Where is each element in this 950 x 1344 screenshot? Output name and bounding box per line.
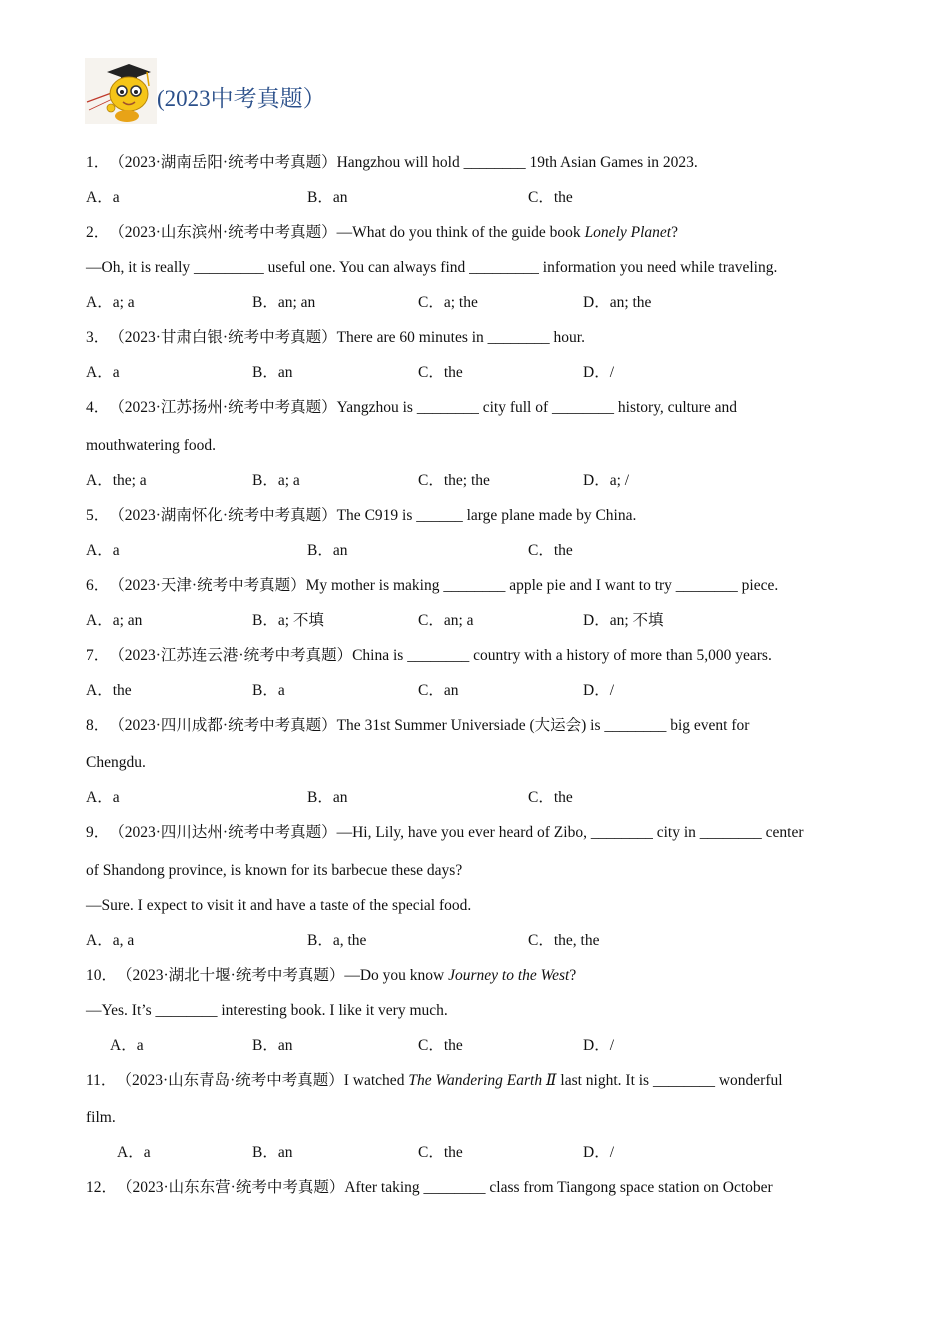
option-d[interactable]: D．an; the bbox=[583, 294, 652, 311]
option-a[interactable]: A．a bbox=[86, 189, 120, 206]
option-c[interactable]: C．the bbox=[418, 1036, 463, 1054]
question-stem bbox=[86, 958, 876, 993]
question-number: 5． bbox=[86, 506, 110, 524]
option-a[interactable]: A．the bbox=[86, 681, 132, 699]
question-text: After taking ________ class from Tiangong space station on October bbox=[344, 1179, 773, 1196]
question-4 bbox=[86, 390, 876, 498]
question-5 bbox=[86, 498, 876, 568]
option-d[interactable]: D．/ bbox=[583, 364, 615, 381]
option-c[interactable]: C．the bbox=[418, 364, 463, 381]
question-text-line-2: Chengdu. bbox=[86, 754, 146, 771]
question-stem bbox=[86, 708, 876, 746]
question-text-line-2: —Yes. It’s ________ interesting book. I like it very much. bbox=[86, 1001, 448, 1019]
option-c[interactable]: C．an bbox=[418, 681, 459, 699]
option-b[interactable]: B．an bbox=[307, 541, 348, 559]
option-row bbox=[86, 180, 876, 215]
option-b[interactable]: B．a; 不填 bbox=[252, 611, 324, 629]
option-row bbox=[86, 463, 876, 498]
option-a[interactable]: A．the; a bbox=[86, 471, 147, 489]
question-number: 6． bbox=[86, 576, 110, 594]
option-a[interactable]: A．a, a bbox=[86, 931, 135, 949]
question-number: 7． bbox=[86, 646, 110, 664]
option-a[interactable]: A．a bbox=[110, 1036, 144, 1054]
option-row bbox=[117, 1135, 876, 1170]
option-c[interactable]: C．the, the bbox=[528, 931, 600, 949]
question-text-line-2: mouthwatering food. bbox=[86, 436, 217, 454]
question-6 bbox=[86, 568, 876, 638]
option-a[interactable]: A．a; a bbox=[86, 294, 135, 311]
question-text-end: last night. It is ________ wonderful bbox=[556, 1071, 783, 1089]
question-text: There are 60 minutes in ________ hour. bbox=[336, 329, 585, 346]
question-source: （2023·山东青岛·统考中考真题） bbox=[116, 1071, 344, 1089]
option-b[interactable]: B．an bbox=[252, 364, 293, 381]
question-number: 9． bbox=[86, 824, 110, 841]
option-c[interactable]: C．an; a bbox=[418, 611, 474, 629]
question-source: （2023·四川成都·统考中考真题） bbox=[109, 716, 337, 734]
question-11 bbox=[86, 1063, 876, 1171]
option-b[interactable]: B．an bbox=[307, 789, 348, 806]
question-8 bbox=[86, 708, 876, 816]
question-9 bbox=[86, 815, 876, 958]
question-stem bbox=[86, 145, 876, 180]
question-text: Hangzhou will hold ________ 19th Asian Games in 2023. bbox=[336, 154, 698, 171]
book-title: Journey to the West bbox=[448, 966, 570, 984]
option-b[interactable]: B．a, the bbox=[307, 931, 367, 949]
option-row bbox=[86, 673, 876, 708]
film-title: The Wandering Earth Ⅱ bbox=[408, 1071, 557, 1089]
question-text: —Do you know bbox=[344, 966, 449, 984]
question-source: （2023·甘肃白银·统考中考真题） bbox=[109, 329, 337, 346]
question-12 bbox=[86, 1170, 876, 1205]
question-text: My mother is making ________ apple pie and I want to try ________ piece. bbox=[305, 576, 779, 594]
question-source: （2023·湖南怀化·统考中考真题） bbox=[109, 506, 337, 524]
option-c[interactable]: C．the bbox=[528, 541, 573, 559]
question-stem bbox=[86, 815, 876, 853]
question-source: （2023·江苏连云港·统考中考真题） bbox=[109, 646, 353, 664]
question-text-line-3: —Sure. I expect to visit it and have a taste of the special food. bbox=[86, 896, 472, 914]
question-text-end: ? bbox=[671, 224, 678, 241]
option-row bbox=[86, 355, 876, 390]
question-text: China is ________ country with a history of more than 5,000 years. bbox=[352, 646, 772, 664]
option-row bbox=[86, 533, 876, 568]
question-number: 2． bbox=[86, 224, 110, 241]
question-text: The C919 is ______ large plane made by China. bbox=[336, 506, 637, 524]
question-number: 10． bbox=[86, 966, 118, 984]
question-source: （2023·湖南岳阳·统考中考真题） bbox=[109, 154, 337, 171]
question-number: 4． bbox=[86, 399, 110, 416]
question-number: 8． bbox=[86, 716, 110, 734]
question-source: （2023·四川达州·统考中考真题） bbox=[109, 824, 337, 841]
question-stem bbox=[86, 1063, 876, 1101]
option-c[interactable]: C．the bbox=[528, 789, 573, 806]
option-b[interactable]: B．an bbox=[307, 189, 348, 206]
option-c[interactable]: C．the bbox=[528, 189, 573, 206]
option-b[interactable]: B．a; a bbox=[252, 471, 300, 489]
option-d[interactable]: D．/ bbox=[583, 681, 615, 699]
question-text: —What do you think of the guide book bbox=[336, 224, 585, 241]
option-a[interactable]: A．a bbox=[86, 789, 120, 806]
option-c[interactable]: C．the bbox=[418, 1144, 463, 1161]
question-stem bbox=[86, 215, 876, 250]
question-list bbox=[86, 145, 876, 1205]
question-text-line-2: film. bbox=[86, 1109, 116, 1126]
question-number: 12． bbox=[86, 1179, 118, 1196]
question-number: 1． bbox=[86, 154, 110, 171]
question-10 bbox=[86, 958, 876, 1063]
question-7 bbox=[86, 638, 876, 708]
question-stem bbox=[86, 568, 876, 603]
question-3 bbox=[86, 320, 876, 390]
option-c[interactable]: C．the; the bbox=[418, 471, 490, 489]
question-source: （2023·湖北十堰·统考中考真题） bbox=[117, 966, 345, 984]
option-d[interactable]: D．/ bbox=[583, 1036, 615, 1054]
question-source: （2023·天津·统考中考真题） bbox=[109, 576, 306, 594]
question-stem bbox=[86, 390, 876, 428]
question-text: The 31st Summer Universiade (大运会) is ________ big event for bbox=[336, 716, 750, 734]
page-title: (2023中考真题） bbox=[157, 86, 326, 111]
question-stem bbox=[86, 638, 876, 673]
question-stem bbox=[86, 1170, 876, 1205]
question-source: （2023·江苏扬州·统考中考真题） bbox=[109, 399, 337, 416]
question-stem bbox=[86, 498, 876, 533]
question-text-end: ? bbox=[569, 966, 577, 984]
option-row bbox=[110, 1028, 876, 1063]
scholar-mascot-icon bbox=[85, 58, 157, 124]
question-text-line-2: of Shandong province, is known for its barbecue these days? bbox=[86, 861, 463, 879]
option-d[interactable]: D．/ bbox=[583, 1144, 615, 1161]
option-b[interactable]: B．an bbox=[252, 1144, 293, 1161]
question-text: Yangzhou is ________ city full of ________ history, culture and bbox=[336, 399, 737, 416]
option-row bbox=[86, 603, 876, 638]
option-d[interactable]: D．a; / bbox=[583, 471, 630, 489]
option-b[interactable]: B．an; an bbox=[252, 294, 316, 311]
question-2 bbox=[86, 215, 876, 320]
option-a[interactable]: A．a bbox=[86, 364, 120, 381]
option-row bbox=[86, 780, 876, 815]
option-a[interactable]: A．a bbox=[117, 1144, 151, 1161]
option-row bbox=[86, 285, 876, 320]
book-title: Lonely Planet bbox=[584, 224, 672, 241]
option-c[interactable]: C．a; the bbox=[418, 294, 478, 311]
option-row bbox=[86, 923, 876, 958]
question-source: （2023·山东东营·统考中考真题） bbox=[117, 1179, 345, 1196]
question-stem bbox=[86, 320, 876, 355]
option-b[interactable]: B．a bbox=[252, 681, 285, 699]
option-b[interactable]: B．an bbox=[252, 1036, 293, 1054]
option-a[interactable]: A．a bbox=[86, 541, 120, 559]
option-d[interactable]: D．an; 不填 bbox=[583, 611, 664, 629]
question-text: I watched bbox=[343, 1071, 409, 1089]
question-text: —Hi, Lily, have you ever heard of Zibo, ________ city in ________ center bbox=[336, 824, 804, 841]
question-source: （2023·山东滨州·统考中考真题） bbox=[109, 224, 337, 241]
question-number: 11． bbox=[86, 1071, 117, 1089]
question-1 bbox=[86, 145, 876, 215]
question-number: 3． bbox=[86, 329, 110, 346]
question-text-line-2: —Oh, it is really _________ useful one. You can always find _________ information you need while traveling. bbox=[86, 259, 778, 276]
option-a[interactable]: A．a; an bbox=[86, 611, 143, 629]
